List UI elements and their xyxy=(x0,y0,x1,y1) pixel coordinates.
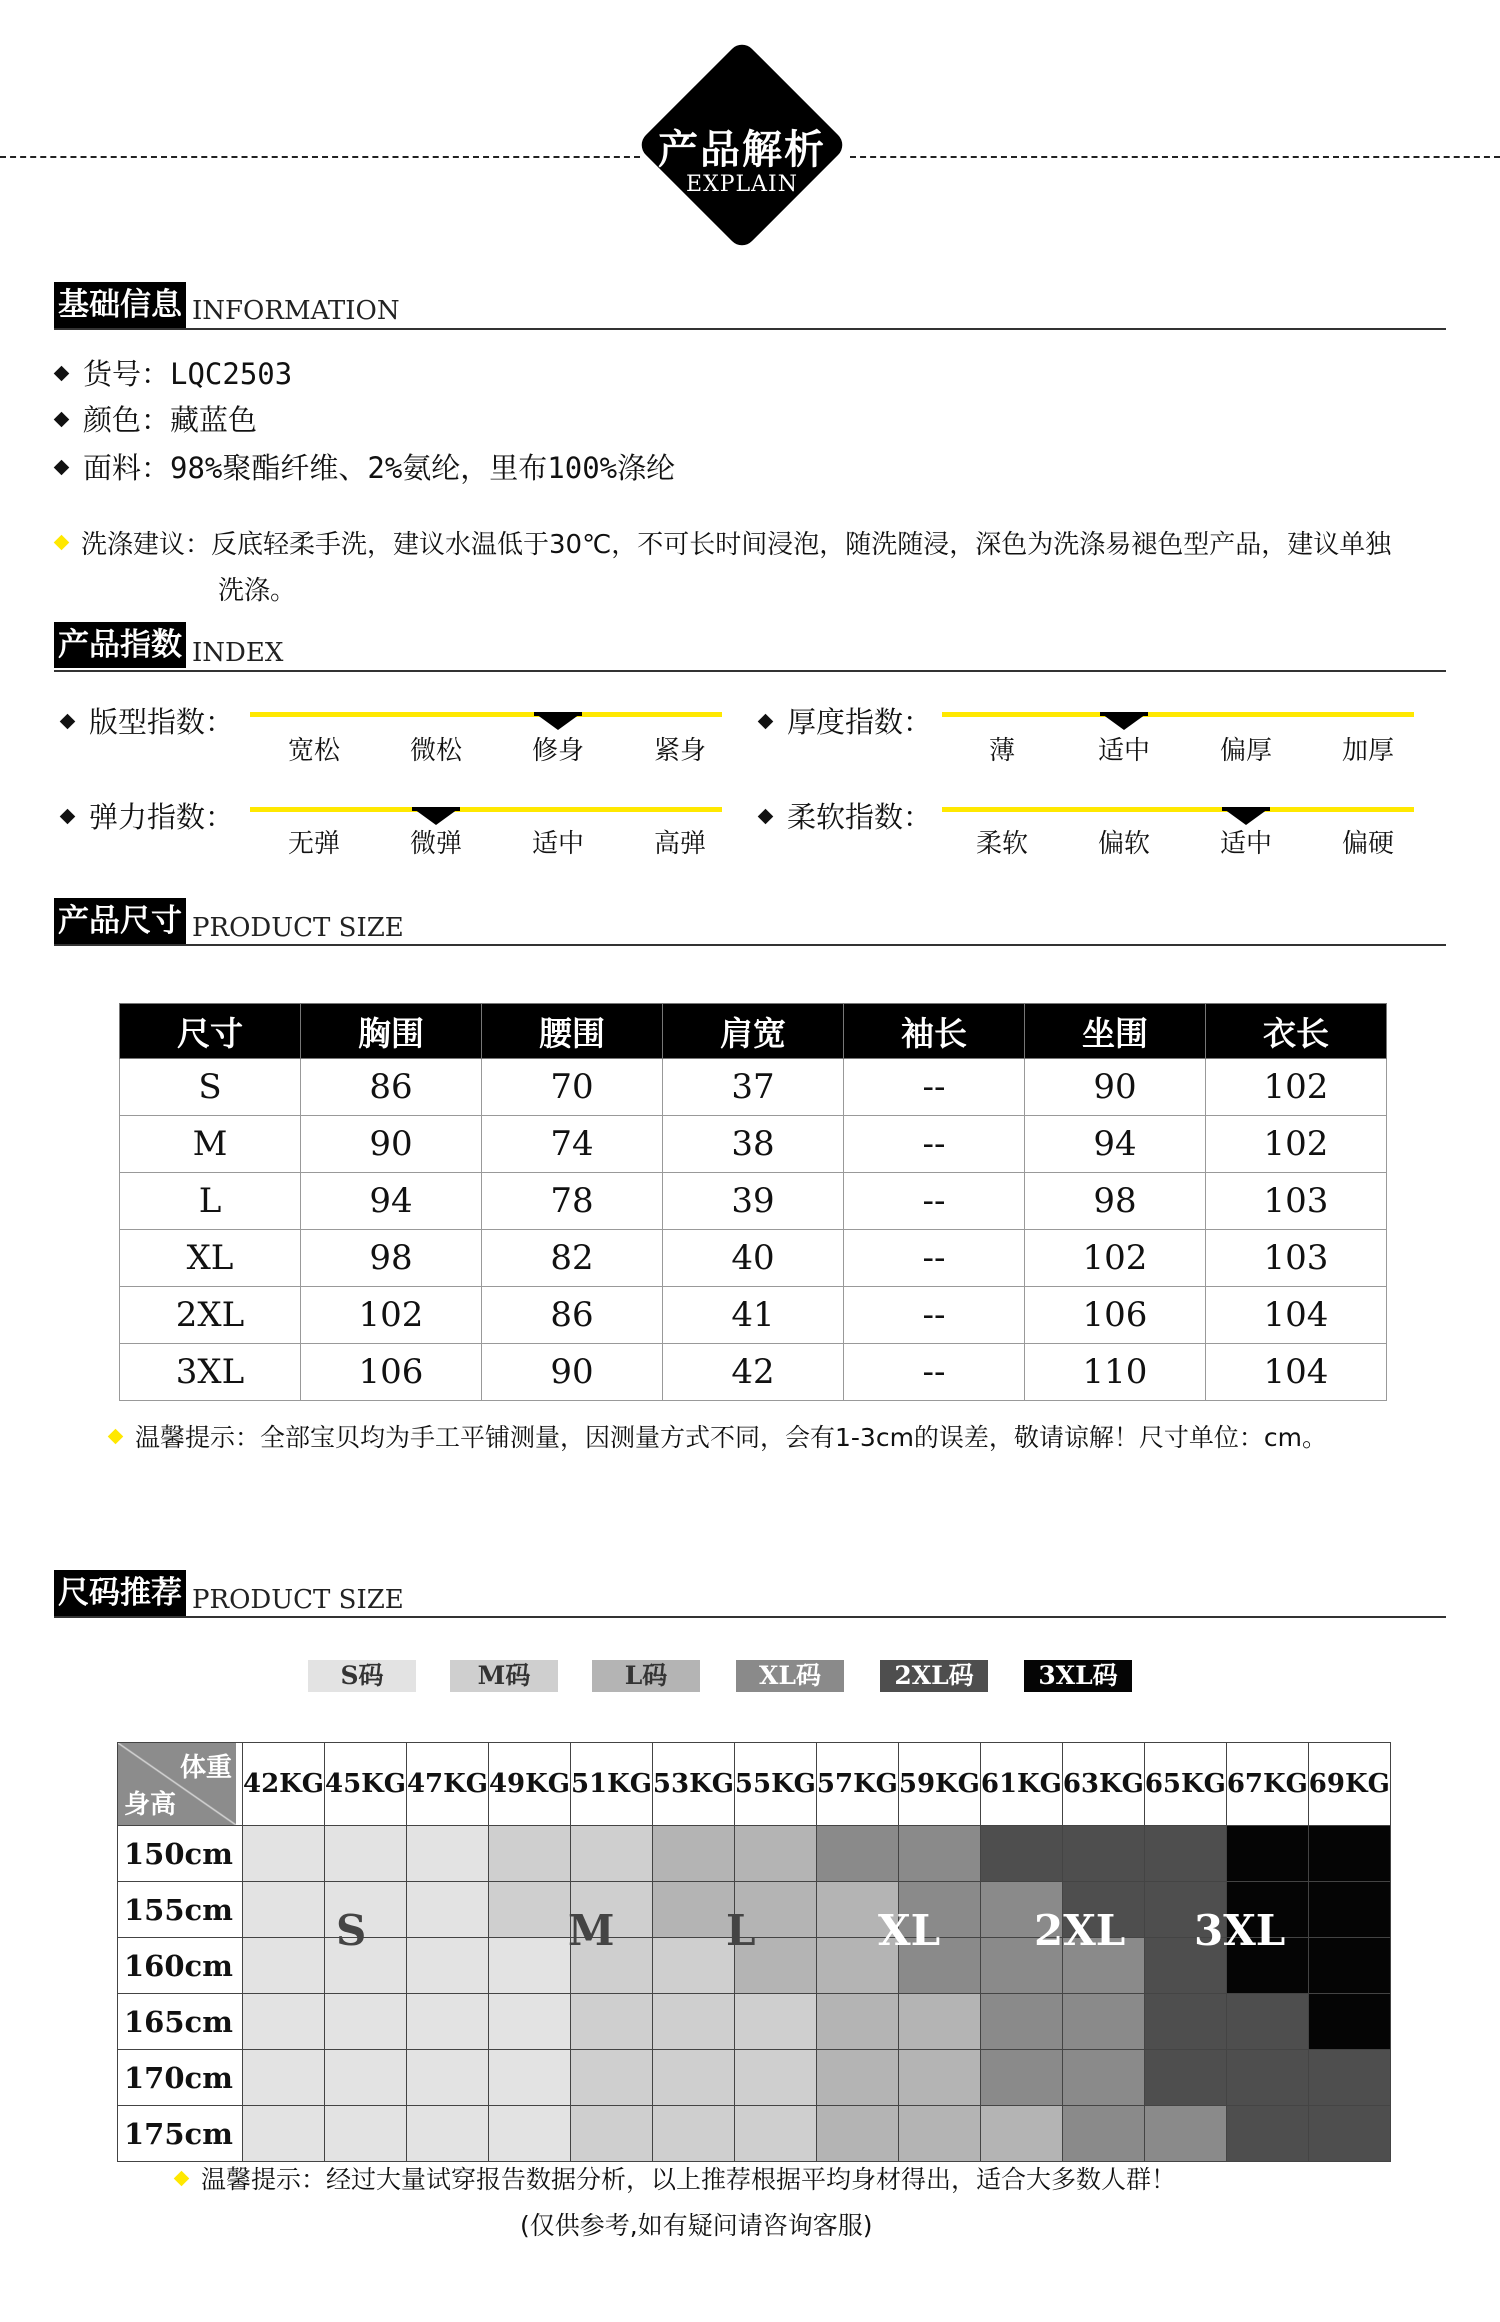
index-thickness-marker-icon xyxy=(1102,714,1146,730)
grid-row xyxy=(118,2106,1391,2162)
grid-cell xyxy=(734,1994,816,2050)
size-cell: 82 xyxy=(482,1230,663,1287)
yellow-bullet-icon xyxy=(174,2170,190,2186)
grid-cell xyxy=(324,1994,406,2050)
size-cell: 103 xyxy=(1206,1173,1387,1230)
grid-cell xyxy=(980,1826,1062,1882)
grid-cell xyxy=(898,1826,980,1882)
grid-cell xyxy=(570,2106,652,2162)
grid-cell xyxy=(570,1994,652,2050)
index-elasticity-option: 适中 xyxy=(531,829,584,859)
legend-item: M码 xyxy=(450,1660,558,1692)
size-table-row xyxy=(120,1287,1387,1344)
size-table-row xyxy=(120,1173,1387,1230)
info-wash-line2: 洗涤。 xyxy=(218,576,297,606)
grid-cell xyxy=(243,1938,325,1994)
size-cell: 41 xyxy=(663,1287,844,1344)
size-cell: 104 xyxy=(1206,1287,1387,1344)
grid-row xyxy=(118,1994,1391,2050)
size-cell: 3XL xyxy=(120,1344,301,1401)
grid-cell xyxy=(1308,1938,1390,1994)
grid-row xyxy=(118,2050,1391,2106)
index-fit-option: 紧身 xyxy=(653,736,706,766)
yellow-bullet-icon xyxy=(54,535,70,551)
grid-cell xyxy=(1308,2050,1390,2106)
bullet-icon xyxy=(758,808,774,824)
grid-cell xyxy=(1144,2106,1226,2162)
index-softness-option: 适中 xyxy=(1219,829,1272,859)
weight-header-cell: 63KG xyxy=(1062,1743,1144,1826)
index-fit-option: 宽松 xyxy=(287,736,340,766)
grid-row xyxy=(118,1826,1391,1882)
index-fit-marker-icon xyxy=(536,714,580,730)
grid-cell xyxy=(1144,1826,1226,1882)
grid-cell xyxy=(652,1994,734,2050)
weight-header-cell: 45KG xyxy=(324,1743,406,1826)
weight-header-cell: 51KG xyxy=(570,1743,652,1826)
grid-cell xyxy=(816,1826,898,1882)
grid-cell xyxy=(816,2050,898,2106)
index-elasticity-option: 高弹 xyxy=(653,829,706,859)
grid-cell xyxy=(243,1882,325,1938)
grid-corner xyxy=(118,1743,243,1826)
bullet-icon xyxy=(758,713,774,729)
size-cell: 2XL xyxy=(120,1287,301,1344)
size-cell: -- xyxy=(844,1116,1025,1173)
grid-cell xyxy=(1308,1826,1390,1882)
grid-size-label: XL xyxy=(878,1906,941,1955)
index-thickness-option: 偏厚 xyxy=(1219,736,1272,766)
grid-size-label: S xyxy=(336,1906,367,1955)
size-cell: 86 xyxy=(301,1059,482,1116)
index-elasticity-bar xyxy=(250,807,722,812)
grid-cell xyxy=(488,1994,570,2050)
size-header-cell: 腰围 xyxy=(482,1004,663,1059)
size-cell: 102 xyxy=(1025,1230,1206,1287)
grid-size-label: L xyxy=(726,1906,756,1955)
weight-header-cell: 57KG xyxy=(816,1743,898,1826)
grid-cell xyxy=(980,2106,1062,2162)
grid-cell xyxy=(488,1938,570,1994)
bullet-icon xyxy=(54,459,70,475)
section-info-title: 基础信息 xyxy=(54,282,186,328)
weight-header-cell: 53KG xyxy=(652,1743,734,1826)
grid-cell xyxy=(1144,1994,1226,2050)
legend-item: 3XL码 xyxy=(1024,1660,1132,1692)
grid-cell xyxy=(324,2050,406,2106)
size-table-row xyxy=(120,1116,1387,1173)
grid-cell xyxy=(406,1938,488,1994)
bullet-icon xyxy=(60,808,76,824)
index-thickness-label: 厚度指数： xyxy=(760,700,932,741)
grid-cell xyxy=(898,2106,980,2162)
index-fit-option: 微松 xyxy=(409,736,462,766)
index-thickness-option: 薄 xyxy=(988,736,1015,766)
section-info-subtitle: INFORMATION xyxy=(192,296,400,326)
height-header-cell: 150cm xyxy=(118,1826,243,1882)
index-softness-option: 偏软 xyxy=(1097,829,1150,859)
grid-cell xyxy=(1308,1882,1390,1938)
grid-cell xyxy=(1226,2050,1308,2106)
corner-height-label: 身高 xyxy=(124,1790,177,1820)
info-item-no: 货号：LQC2503 xyxy=(56,352,292,393)
size-cell: XL xyxy=(120,1230,301,1287)
section-size-rule xyxy=(54,944,1446,946)
grid-cell xyxy=(406,2106,488,2162)
size-table-row xyxy=(120,1230,1387,1287)
grid-cell xyxy=(816,1994,898,2050)
index-softness-marker-icon xyxy=(1224,809,1268,825)
index-fit-option: 修身 xyxy=(531,736,584,766)
size-cell: L xyxy=(120,1173,301,1230)
grid-cell xyxy=(652,1882,734,1938)
grid-cell xyxy=(980,2050,1062,2106)
weight-header-cell: 49KG xyxy=(488,1743,570,1826)
size-cell: 70 xyxy=(482,1059,663,1116)
weight-header-cell: 65KG xyxy=(1144,1743,1226,1826)
grid-cell xyxy=(243,1826,325,1882)
size-cell: 90 xyxy=(1025,1059,1206,1116)
size-cell: 42 xyxy=(663,1344,844,1401)
section-recommend-rule xyxy=(54,1616,1446,1618)
legend-item: 2XL码 xyxy=(880,1660,988,1692)
section-size-title: 产品尺寸 xyxy=(54,898,186,944)
size-header-cell: 尺寸 xyxy=(120,1004,301,1059)
section-recommend-subtitle: PRODUCT SIZE xyxy=(192,1585,404,1615)
grid-cell xyxy=(1226,1994,1308,2050)
weight-header-cell: 69KG xyxy=(1308,1743,1390,1826)
size-cell: 37 xyxy=(663,1059,844,1116)
legend-item: L码 xyxy=(592,1660,700,1692)
size-cell: 102 xyxy=(301,1287,482,1344)
recommend-note2: (仅供参考,如有疑问请咨询客服) xyxy=(520,2211,873,2240)
weight-header-cell: 47KG xyxy=(406,1743,488,1826)
grid-cell xyxy=(324,2106,406,2162)
size-cell: 38 xyxy=(663,1116,844,1173)
grid-cell xyxy=(1226,1826,1308,1882)
size-cell: 39 xyxy=(663,1173,844,1230)
index-elasticity-label: 弹力指数： xyxy=(62,795,234,836)
grid-cell xyxy=(488,2106,570,2162)
index-elasticity-option: 无弹 xyxy=(287,829,340,859)
size-cell: -- xyxy=(844,1287,1025,1344)
size-cell: M xyxy=(120,1116,301,1173)
grid-cell xyxy=(570,1826,652,1882)
bullet-icon xyxy=(54,365,70,381)
index-elasticity-marker-icon xyxy=(414,809,458,825)
header-title-cn: 产品解析 xyxy=(658,126,826,173)
size-table xyxy=(119,1003,1387,1401)
weight-header-cell: 55KG xyxy=(734,1743,816,1826)
grid-cell xyxy=(898,2050,980,2106)
grid-cell xyxy=(243,2050,325,2106)
size-header-cell: 袖长 xyxy=(844,1004,1025,1059)
index-fit-label: 版型指数： xyxy=(62,700,234,741)
section-index-subtitle: INDEX xyxy=(192,638,284,668)
bullet-icon xyxy=(54,411,70,427)
size-note: 温馨提示：全部宝贝均为手工平铺测量，因测量方式不同，会有1-3cm的误差，敬请谅解！尺寸单位：cm。 xyxy=(110,1418,1327,1454)
index-softness-option: 偏硬 xyxy=(1341,829,1394,859)
grid-cell xyxy=(980,1994,1062,2050)
size-cell: 102 xyxy=(1206,1116,1387,1173)
grid-size-label: M xyxy=(568,1906,615,1955)
info-wash-line1: 洗涤建议：反底轻柔手洗，建议水温低于30℃，不可长时间浸泡，随洗随浸，深色为洗涤易褪色型产品，建议单独 xyxy=(56,524,1391,561)
section-size-subtitle: PRODUCT SIZE xyxy=(192,913,404,943)
size-header-cell: 肩宽 xyxy=(663,1004,844,1059)
weight-header-cell: 67KG xyxy=(1226,1743,1308,1826)
grid-cell xyxy=(488,2050,570,2106)
size-cell: 74 xyxy=(482,1116,663,1173)
index-thickness-option: 适中 xyxy=(1097,736,1150,766)
grid-cell xyxy=(1308,2106,1390,2162)
index-elasticity-option: 微弹 xyxy=(409,829,462,859)
size-cell: 98 xyxy=(1025,1173,1206,1230)
index-thickness-bar xyxy=(942,712,1414,717)
section-recommend-title: 尺码推荐 xyxy=(54,1570,186,1616)
grid-cell xyxy=(1062,1826,1144,1882)
index-softness-bar xyxy=(942,807,1414,812)
yellow-bullet-icon xyxy=(108,1428,124,1444)
corner-weight-label: 体重 xyxy=(179,1753,232,1783)
grid-cell xyxy=(1226,2106,1308,2162)
grid-cell xyxy=(243,2106,325,2162)
grid-cell xyxy=(1308,1994,1390,2050)
size-header-cell: 胸围 xyxy=(301,1004,482,1059)
section-info-rule xyxy=(54,328,1446,330)
index-softness-option: 柔软 xyxy=(975,829,1028,859)
index-fit-bar xyxy=(250,712,722,717)
height-header-cell: 165cm xyxy=(118,1994,243,2050)
grid-cell xyxy=(488,1882,570,1938)
grid-cell xyxy=(1144,2050,1226,2106)
height-header-cell: 160cm xyxy=(118,1938,243,1994)
legend-item: S码 xyxy=(308,1660,416,1692)
grid-cell xyxy=(1062,2106,1144,2162)
size-cell: 98 xyxy=(301,1230,482,1287)
size-cell: 94 xyxy=(1025,1116,1206,1173)
size-header-cell: 衣长 xyxy=(1206,1004,1387,1059)
grid-cell xyxy=(652,2106,734,2162)
height-header-cell: 170cm xyxy=(118,2050,243,2106)
weight-header-cell: 42KG xyxy=(243,1743,325,1826)
section-index-title: 产品指数 xyxy=(54,622,186,668)
height-header-cell: 175cm xyxy=(118,2106,243,2162)
size-cell: 106 xyxy=(1025,1287,1206,1344)
size-cell: 40 xyxy=(663,1230,844,1287)
legend-item: XL码 xyxy=(736,1660,844,1692)
info-fabric: 面料：98%聚酯纤维、2%氨纶，里布100%涤纶 xyxy=(56,446,675,487)
size-cell: 110 xyxy=(1025,1344,1206,1401)
grid-cell xyxy=(1062,1994,1144,2050)
grid-cell xyxy=(734,1826,816,1882)
size-cell: 94 xyxy=(301,1173,482,1230)
grid-cell xyxy=(816,2106,898,2162)
grid-cell xyxy=(406,1882,488,1938)
grid-cell xyxy=(406,1994,488,2050)
grid-cell xyxy=(734,2050,816,2106)
size-cell: 86 xyxy=(482,1287,663,1344)
size-table-row xyxy=(120,1059,1387,1116)
size-cell: -- xyxy=(844,1059,1025,1116)
grid-cell xyxy=(1062,2050,1144,2106)
size-cell: 78 xyxy=(482,1173,663,1230)
index-softness-label: 柔软指数： xyxy=(760,795,932,836)
grid-cell xyxy=(406,2050,488,2106)
grid-cell xyxy=(652,1938,734,1994)
size-table-header xyxy=(120,1004,1387,1059)
header-dash-left xyxy=(0,156,640,158)
header-title-en: EXPLAIN xyxy=(686,172,798,197)
size-cell: 104 xyxy=(1206,1344,1387,1401)
header-dash-right xyxy=(850,156,1500,158)
section-index-rule xyxy=(54,670,1446,672)
size-cell: 103 xyxy=(1206,1230,1387,1287)
bullet-icon xyxy=(60,713,76,729)
weight-header-cell: 61KG xyxy=(980,1743,1062,1826)
info-color: 颜色：藏蓝色 xyxy=(56,398,257,439)
grid-cell xyxy=(406,1826,488,1882)
size-cell: 90 xyxy=(301,1116,482,1173)
grid-cell xyxy=(652,2050,734,2106)
grid-cell xyxy=(570,2050,652,2106)
size-cell: S xyxy=(120,1059,301,1116)
weight-header-cell: 59KG xyxy=(898,1743,980,1826)
recommend-note1: 温馨提示：经过大量试穿报告数据分析，以上推荐根据平均身材得出，适合大多数人群！ xyxy=(176,2160,1176,2196)
size-cell: 90 xyxy=(482,1344,663,1401)
grid-cell xyxy=(734,2106,816,2162)
grid-cell xyxy=(652,1826,734,1882)
grid-cell xyxy=(898,1994,980,2050)
size-cell: -- xyxy=(844,1344,1025,1401)
grid-size-label: 3XL xyxy=(1194,1906,1286,1955)
size-cell: 102 xyxy=(1206,1059,1387,1116)
size-cell: 106 xyxy=(301,1344,482,1401)
grid-cell xyxy=(324,1826,406,1882)
size-header-cell: 坐围 xyxy=(1025,1004,1206,1059)
size-table-row xyxy=(120,1344,1387,1401)
height-header-cell: 155cm xyxy=(118,1882,243,1938)
grid-cell xyxy=(488,1826,570,1882)
grid-size-label: 2XL xyxy=(1034,1906,1126,1955)
index-thickness-option: 加厚 xyxy=(1341,736,1394,766)
grid-cell xyxy=(243,1994,325,2050)
size-cell: -- xyxy=(844,1230,1025,1287)
size-cell: -- xyxy=(844,1173,1025,1230)
